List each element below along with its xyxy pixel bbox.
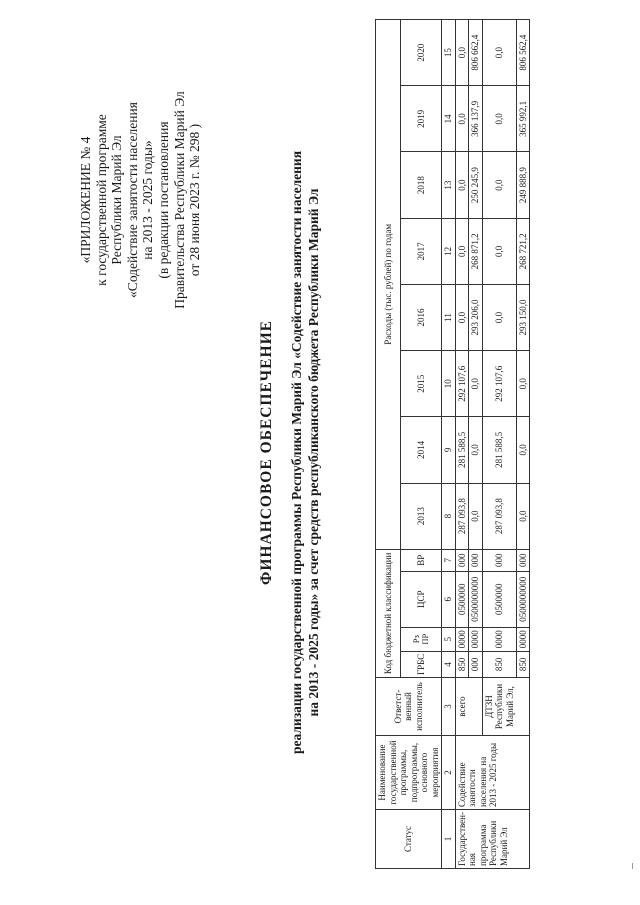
value-cell: 268 721,2 bbox=[516, 218, 530, 284]
value-cell: 292 107,6 bbox=[482, 351, 516, 417]
approval-line: Республики Марий Эл bbox=[109, 135, 125, 265]
financing-table bbox=[375, 19, 530, 869]
executor-cell: ДТЗН Республики Марий Эл, bbox=[482, 678, 516, 736]
value-cell: 0,0 bbox=[455, 20, 469, 86]
csr-cell: 0500000000 bbox=[469, 571, 483, 627]
value-cell: 0,0 bbox=[516, 351, 530, 417]
value-cell: 287 093,8 bbox=[455, 483, 469, 549]
approval-line: к государственной программе bbox=[93, 114, 109, 286]
executor-cell bbox=[469, 678, 483, 736]
column-number: 8 bbox=[442, 483, 456, 549]
header-vr: ВР bbox=[401, 549, 442, 571]
header-year: 2013 bbox=[401, 483, 442, 549]
executor-cell: всего bbox=[455, 678, 469, 736]
column-number: 15 bbox=[442, 20, 456, 86]
value-cell: 293 150,0 bbox=[516, 284, 530, 350]
value-cell: 806 662,4 bbox=[469, 20, 483, 86]
value-cell: 250 245,9 bbox=[469, 152, 483, 218]
program-name-cell: Содействие занятости населения на 2013 - 2025 годы bbox=[455, 736, 530, 810]
vr-cell: 000 bbox=[516, 549, 530, 571]
header-csr: ЦСР bbox=[401, 571, 442, 627]
value-cell: 287 093,8 bbox=[482, 483, 516, 549]
value-cell: 0,0 bbox=[516, 483, 530, 549]
approval-block bbox=[78, 50, 203, 350]
rzpr-cell: 0000 bbox=[516, 627, 530, 651]
header-expenses: Расходы (тыс. рублей) по годам bbox=[376, 20, 401, 550]
value-cell: 293 206,0 bbox=[469, 284, 483, 350]
value-cell: 281 588,5 bbox=[455, 417, 469, 483]
value-cell: 0,0 bbox=[482, 284, 516, 350]
header-year: 2018 bbox=[401, 152, 442, 218]
column-number: 2 bbox=[442, 736, 456, 810]
value-cell: 0,0 bbox=[455, 218, 469, 284]
vr-cell: 000 bbox=[469, 549, 483, 571]
header-year: 2016 bbox=[401, 284, 442, 350]
header-year: 2014 bbox=[401, 417, 442, 483]
column-number: 10 bbox=[442, 351, 456, 417]
vr-cell: 000 bbox=[482, 549, 516, 571]
column-number: 9 bbox=[442, 417, 456, 483]
column-number-row bbox=[442, 20, 456, 869]
column-number: 11 bbox=[442, 284, 456, 350]
header-executor: Ответст-венный исполнитель bbox=[376, 678, 442, 736]
document-title bbox=[258, 40, 322, 865]
header-budget-code: Код бюджетной классификации bbox=[376, 549, 401, 677]
header-rzpr: Рз ПР bbox=[401, 627, 442, 651]
value-cell: 281 588,5 bbox=[482, 417, 516, 483]
title-subtitle-line-2: на 2013 - 2025 годы» за счет средств республиканского бюджета Республики Марий Эл bbox=[306, 188, 321, 717]
approval-line: «ПРИЛОЖЕНИЕ № 4 bbox=[78, 136, 93, 264]
value-cell: 0,0 bbox=[482, 86, 516, 152]
value-cell: 0,0 bbox=[516, 417, 530, 483]
grbs-cell: 000 bbox=[469, 651, 483, 677]
value-cell: 0,0 bbox=[455, 284, 469, 350]
executor-cell bbox=[516, 678, 530, 736]
rzpr-cell: 0000 bbox=[482, 627, 516, 651]
csr-cell: 0500000000 bbox=[516, 571, 530, 627]
value-cell: 366 137,9 bbox=[469, 86, 483, 152]
status-cell: Государствен-ная программа Республики Марий Эл bbox=[455, 810, 530, 869]
value-cell: 365 992,1 bbox=[516, 86, 530, 152]
title-subtitle-line-1: реализации государственной программы Республики Марий Эл «Содействие занятости населения bbox=[289, 150, 304, 755]
column-number: 4 bbox=[442, 651, 456, 677]
column-number: 5 bbox=[442, 627, 456, 651]
value-cell: 268 871,2 bbox=[469, 218, 483, 284]
value-cell: 0,0 bbox=[482, 218, 516, 284]
column-number: 13 bbox=[442, 152, 456, 218]
value-cell: 0,0 bbox=[469, 417, 483, 483]
rzpr-cell: 0000 bbox=[469, 627, 483, 651]
csr-cell: 0500000 bbox=[482, 571, 516, 627]
value-cell: 806 562,4 bbox=[516, 20, 530, 86]
header-year: 2020 bbox=[401, 20, 442, 86]
value-cell: 0,0 bbox=[482, 20, 516, 86]
approval-line: (в редакции постановления bbox=[155, 121, 171, 279]
value-cell: 292 107,6 bbox=[455, 351, 469, 417]
value-cell: 0,0 bbox=[469, 351, 483, 417]
grbs-cell: 850 bbox=[455, 651, 469, 677]
approval-line: «Содействие занятости населения bbox=[124, 102, 140, 298]
grbs-cell: 850 bbox=[482, 651, 516, 677]
value-cell: 0,0 bbox=[482, 152, 516, 218]
value-cell: 249 888,9 bbox=[516, 152, 530, 218]
column-number: 6 bbox=[442, 571, 456, 627]
approval-line: на 2013 - 2025 годы» bbox=[140, 140, 156, 260]
scan-mark bbox=[632, 863, 633, 869]
csr-cell: 0500000 bbox=[455, 571, 469, 627]
header-name: Наименование государственной программы, подпрограммы, основного мероприятия bbox=[376, 736, 442, 810]
approval-line: от 28 июня 2023 г. № 298 ) bbox=[187, 123, 203, 277]
header-year: 2019 bbox=[401, 86, 442, 152]
vr-cell: 000 bbox=[455, 549, 469, 571]
column-number: 12 bbox=[442, 218, 456, 284]
approval-line: Правительства Республики Марий Эл bbox=[171, 91, 187, 309]
rzpr-cell: 0000 bbox=[455, 627, 469, 651]
header-year: 2017 bbox=[401, 218, 442, 284]
value-cell: 0,0 bbox=[469, 483, 483, 549]
column-number: 1 bbox=[442, 810, 456, 869]
column-number: 14 bbox=[442, 86, 456, 152]
column-number: 3 bbox=[442, 678, 456, 736]
header-status: Статус bbox=[376, 810, 442, 869]
header-year: 2015 bbox=[401, 351, 442, 417]
column-number: 7 bbox=[442, 549, 456, 571]
grbs-cell: 850 bbox=[516, 651, 530, 677]
title-main: ФИНАНСОВОЕ ОБЕСПЕЧЕНИЕ bbox=[258, 320, 275, 585]
value-cell: 0,0 bbox=[455, 86, 469, 152]
value-cell: 0,0 bbox=[455, 152, 469, 218]
table-row bbox=[455, 20, 469, 869]
header-grbs: ГРБС bbox=[401, 651, 442, 677]
